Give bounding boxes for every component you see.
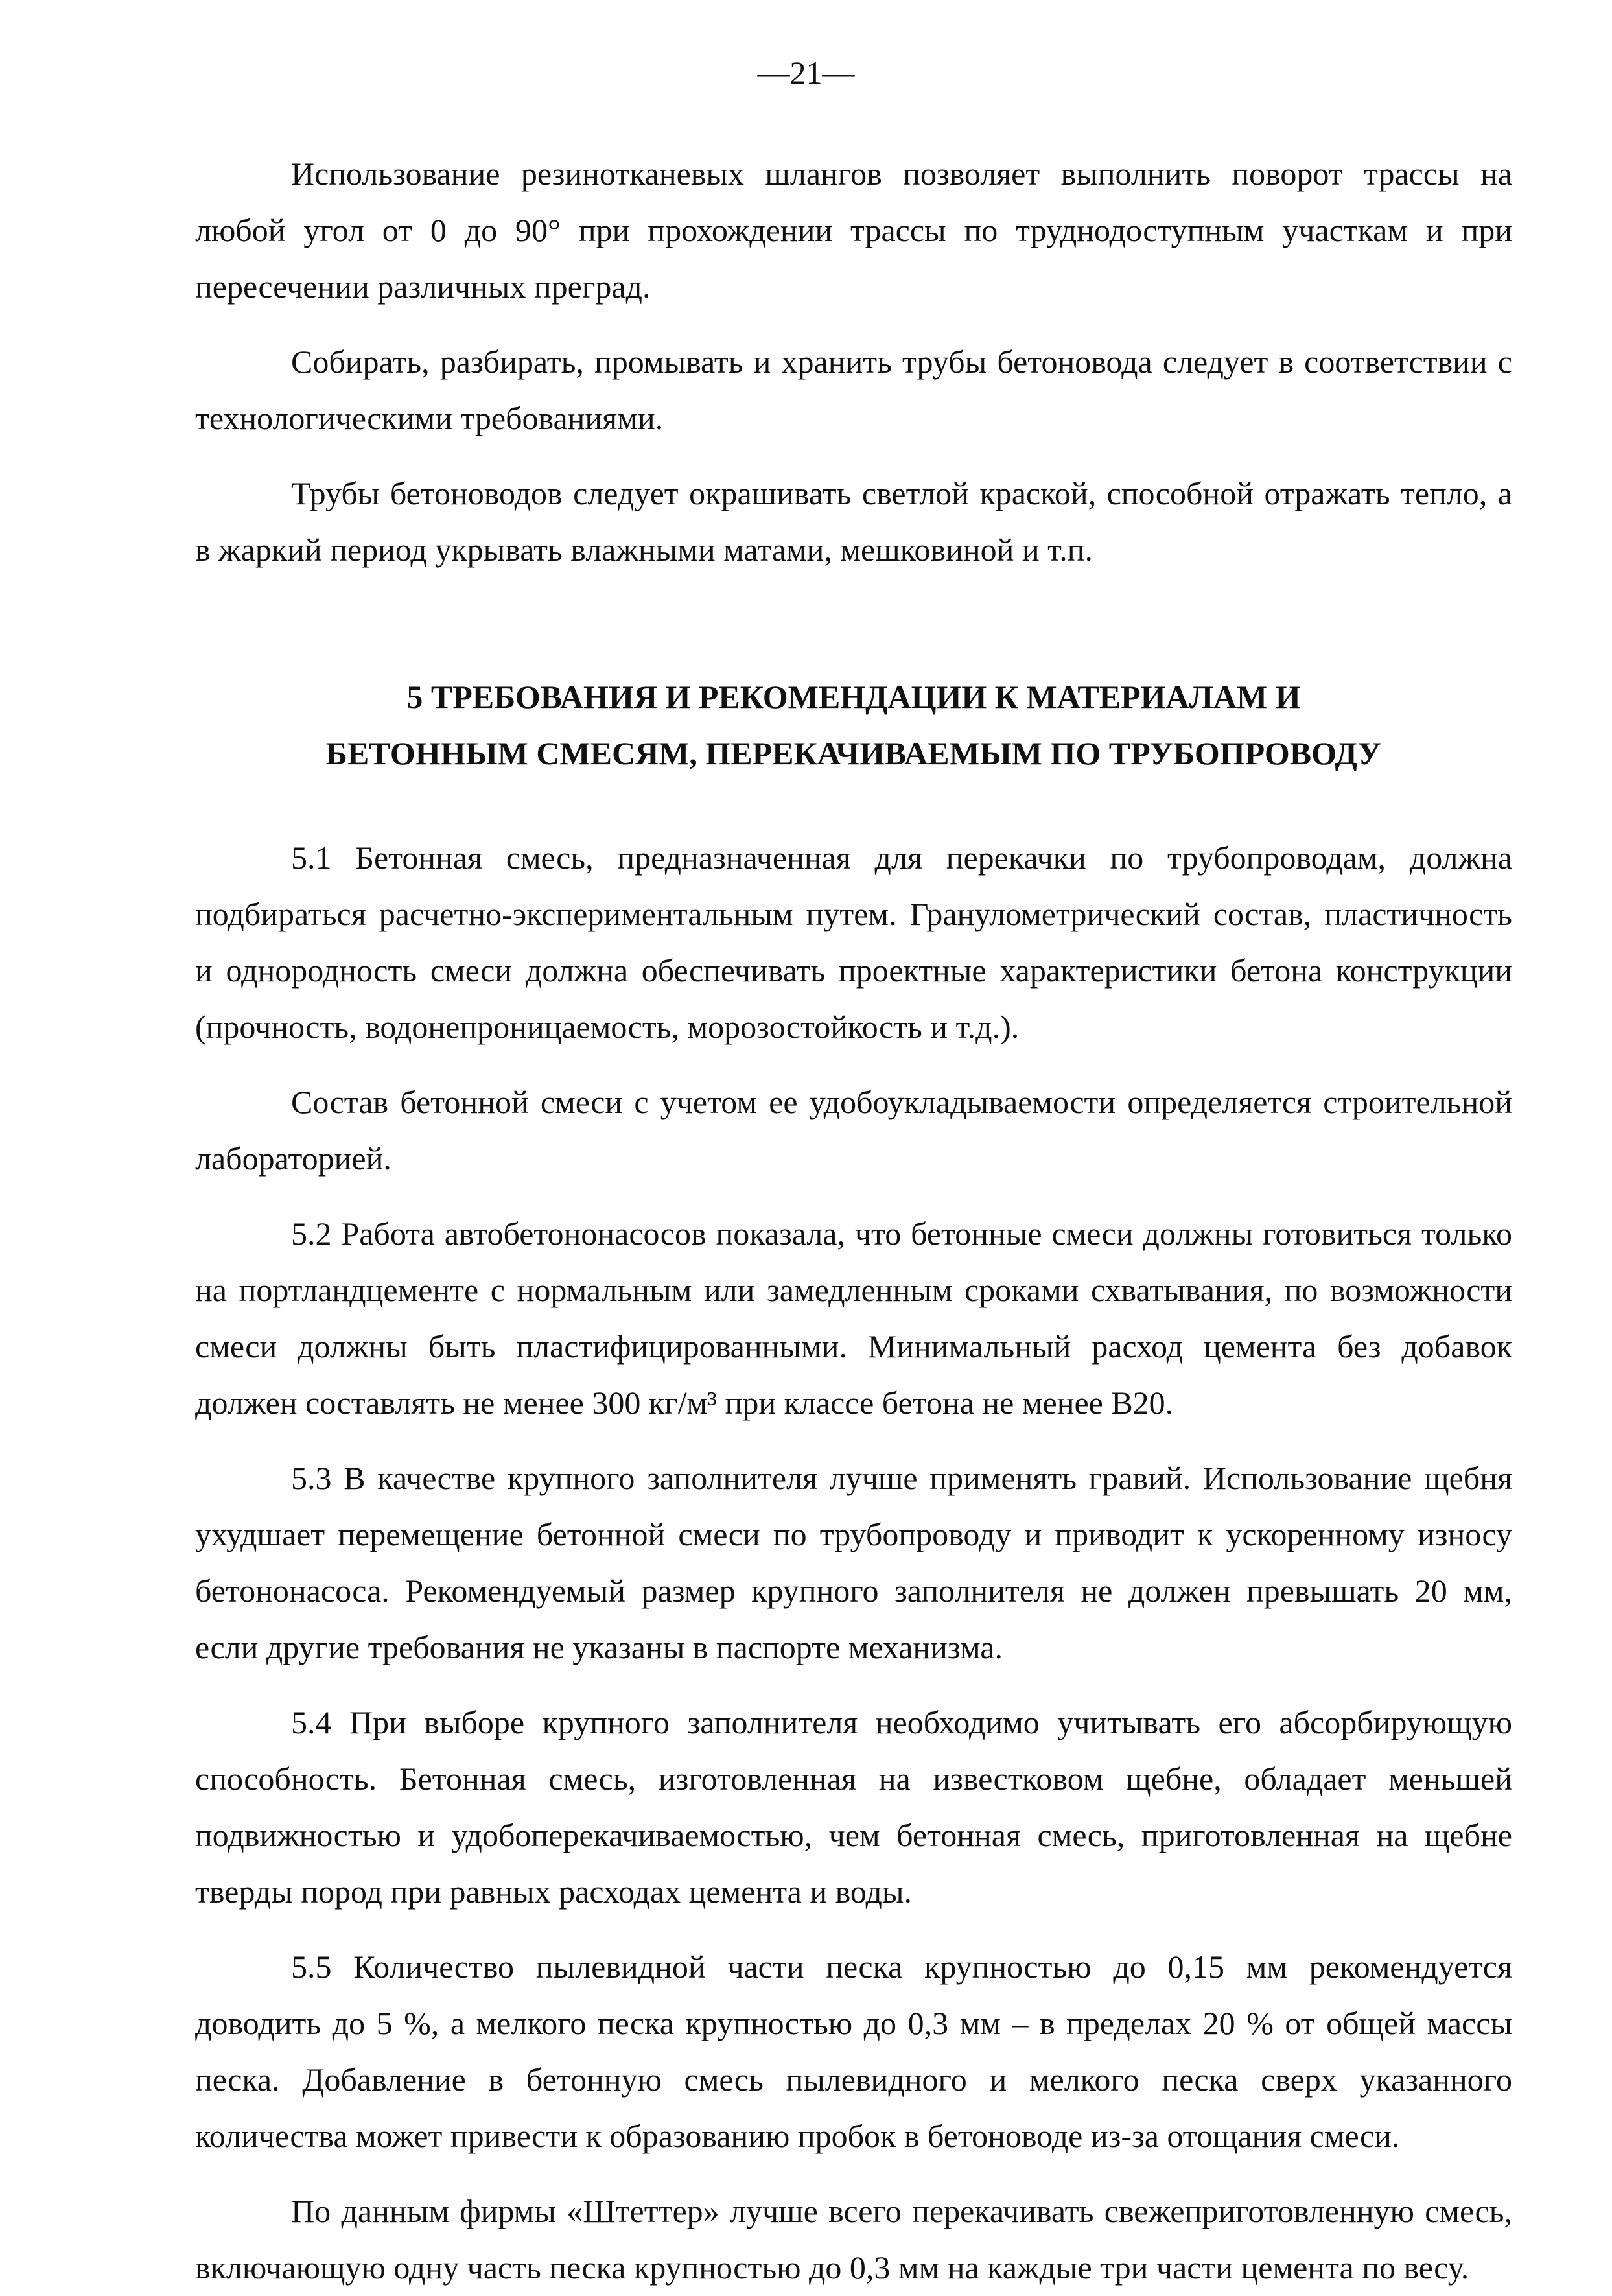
page-number: —21— xyxy=(757,54,855,91)
paragraph-hoses: Использование резинотканевых шлангов позволяет выполнить поворот трассы на любой угол от 0 до 90° при прохождении трассы по труднодоступным участкам и при пересечении различных преград. xyxy=(195,156,1512,305)
section-heading-line-2: БЕТОННЫМ СМЕСЯМ, ПЕРЕКАЧИВАЕМЫМ ПО ТРУБОПРОВОДУ xyxy=(325,735,1382,771)
section-heading-line-1: 5 ТРЕБОВАНИЯ И РЕКОМЕНДАЦИИ К МАТЕРИАЛАМ И xyxy=(406,679,1301,715)
paragraph-5-1: 5.1 Бетонная смесь, предназначенная для перекачки по трубопроводам, должна подбираться расчетно-экспериментальным путем. Гранулометрический состав, пластичность и однородность смеси должна обеспечивать проектные характеристики бетона конструкции (прочность, водонепроницаемость, морозостойкость и т.д.). xyxy=(195,839,1512,1045)
paragraph-5-4: 5.4 При выборе крупного заполнителя необходимо учитывать его абсорбирующую способность. Бетонная смесь, изготовленная на известковом щебне, обладает меньшей подвижностью и удобоперекачиваемостью, чем бетонная смесь, приготовленная на щебне тверды пород при равных расходах цемента и воды. xyxy=(195,1704,1512,1910)
paragraph-painting: Трубы бетоноводов следует окрашивать светлой краской, способной отражать тепло, а в жаркий период укрывать влажными матами, мешковиной и т.п. xyxy=(195,475,1512,568)
paragraph-5-2: 5.2 Работа автобетононасосов показала, что бетонные смеси должны готовиться только на портландцементе с нормальным или замедленным сроками схватывания, по возможности смеси должны быть пластифицированными. Минимальный расход цемента без добавок должен составлять не менее 300 кг/м³ при классе бетона не менее В20. xyxy=(195,1215,1512,1421)
paragraph-5-5: 5.5 Количество пылевидной части песка крупностью до 0,15 мм рекомендуется доводить до 5 %, а мелкого песка крупностью до 0,3 мм – в пределах 20 % от общей массы песка. Добавление в бетонную смесь пылевидного и мелкого песка сверх указанного количества может привести к образованию пробок в бетоноводе из-за отощания смеси. xyxy=(195,1949,1512,2154)
paragraph-5-3: 5.3 В качестве крупного заполнителя лучше применять гравий. Использование щебня ухудшает перемещение бетонной смеси по трубопроводу и приводит к ускоренному износу бетононасоса. Рекомендуемый размер крупного заполнителя не должен превышать 20 мм, если другие требования не указаны в паспорте механизма. xyxy=(195,1460,1512,1665)
paragraph-assembly: Собирать, разбирать, промывать и хранить трубы бетоновода следует в соответствии с технологическими требованиями. xyxy=(195,344,1512,436)
page-content xyxy=(195,146,1512,2296)
paragraph-mix-composition: Состав бетонной смеси с учетом ее удобоукладываемости определяется строительной лабораторией. xyxy=(195,1084,1512,1177)
section-heading xyxy=(195,669,1512,782)
paragraph-stetter: По данным фирмы «Штеттер» лучше всего перекачивать свежеприготовленную смесь, включающую одну часть песка крупностью до 0,3 мм на каждые три части цемента по весу. xyxy=(195,2193,1512,2286)
